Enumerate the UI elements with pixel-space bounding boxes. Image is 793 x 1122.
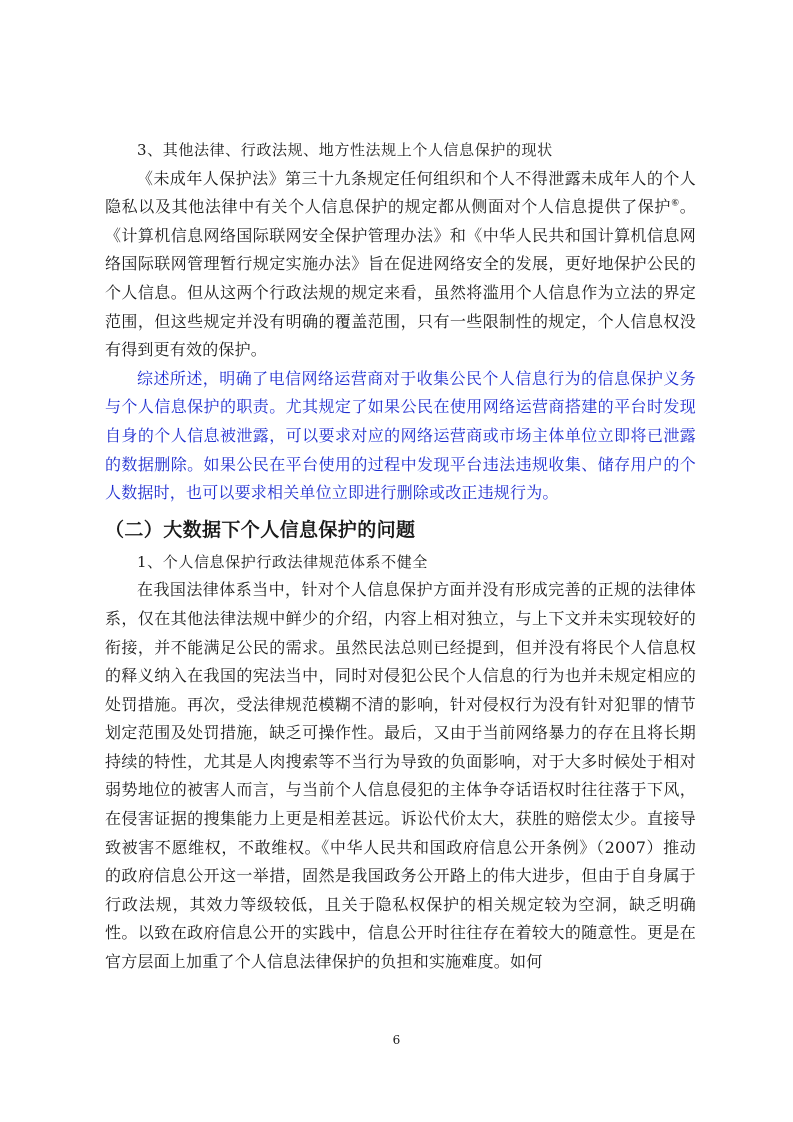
paragraph-legal-system: 在我国法律体系当中，针对个人信息保护方面并没有形成完善的正规的法律体系，仅在其他法律法规中鲜少的介绍，内容上相对独立，与上下文并未实现较好的衔接，并不能满足公民的需求。虽然民法总则已经提到，但并没有将民个人信息权的释义纳入在我国的宪法当中，同时对侵犯公民个人信息的行为也并未规定相应的处罚措施。再次，受法律规范模糊不清的影响，针对侵权行为没有针对犯罪的情节划定范围及处罚措施，缺乏可操作性。最后，又由于当前网络暴力的存在且将长期持续的特性，尤其是人肉搜索等不当行为导致的负面影响，对于大多时候处于相对弱势地位的被害人而言，与当前个人信息侵犯的主体争夺话语权时往往落于下风，在侵害证据的搜集能力上更是相差甚远。诉讼代价太大，获胜的赔偿太少。直接导致被害不愿维权，不敢维权。《中华人民共和国政府信息公开条例》（2007）推动的政府信息公开这一举措，固然是我国政务公开路上的伟大进步，但由于自身属于行政法规，其效力等级较低，且关于隐私权保护的相关规定较为空洞，缺乏明确性。以致在政府信息公开的实践中，信息公开时往往存在着较大的随意性。更是在官方层面上加重了个人信息法律保护的负担和实施难度。如何	[105, 580, 696, 972]
footnote-marker[interactable]: ⑥	[671, 198, 680, 209]
paragraph-summary-highlighted: 综述所述，明确了电信网络运营商对于收集公民个人信息行为的信息保护义务与个人信息保护的职责。尤其规定了如果公民在使用网络运营商搭建的平台时发现自身的个人信息被泄露，可以要求对应的网络运营商或市场主体单位立即将已泄露的数据删除。如果公民在平台使用的过程中发现平台违法违规收集、储存用户的个人数据时，也可以要求相关单位立即进行删除或改正违规行为。	[105, 368, 696, 503]
page-body	[105, 136, 696, 977]
subheading-legal-system-incomplete: 1、个人信息保护行政法律规范体系不健全	[137, 552, 428, 571]
paragraph-minor-protection-law	[105, 165, 696, 365]
section-heading-big-data-issues: （二）大数据下个人信息保护的问题	[105, 518, 416, 541]
paragraph-minor-protection-text-rest: 。《计算机信息网络国际联网安全保护管理办法》和《中华人民共和国计算机信息网络国际联网管理暂行规定实施办法》旨在促进网络安全的发展，更好地保护公民的个人信息。但从这两个行政法规的规定来看，虽然将滥用个人信息作为立法的界定范围，但这些规定并没有明确的覆盖范围，只有一些限制性的规定，个人信息权没有得到更有效的保护。	[105, 197, 696, 360]
page-number: 6	[392, 1033, 401, 1047]
subheading-other-laws: 3、其他法律、行政法规、地方性法规上个人信息保护的现状	[137, 141, 553, 159]
paragraph-minor-protection-text: 《未成年人保护法》第三十九条规定任何组织和个人不得泄露未成年人的个人隐私以及其他法律中有关个人信息保护的规定都从侧面对个人信息提供了保护	[105, 168, 696, 217]
